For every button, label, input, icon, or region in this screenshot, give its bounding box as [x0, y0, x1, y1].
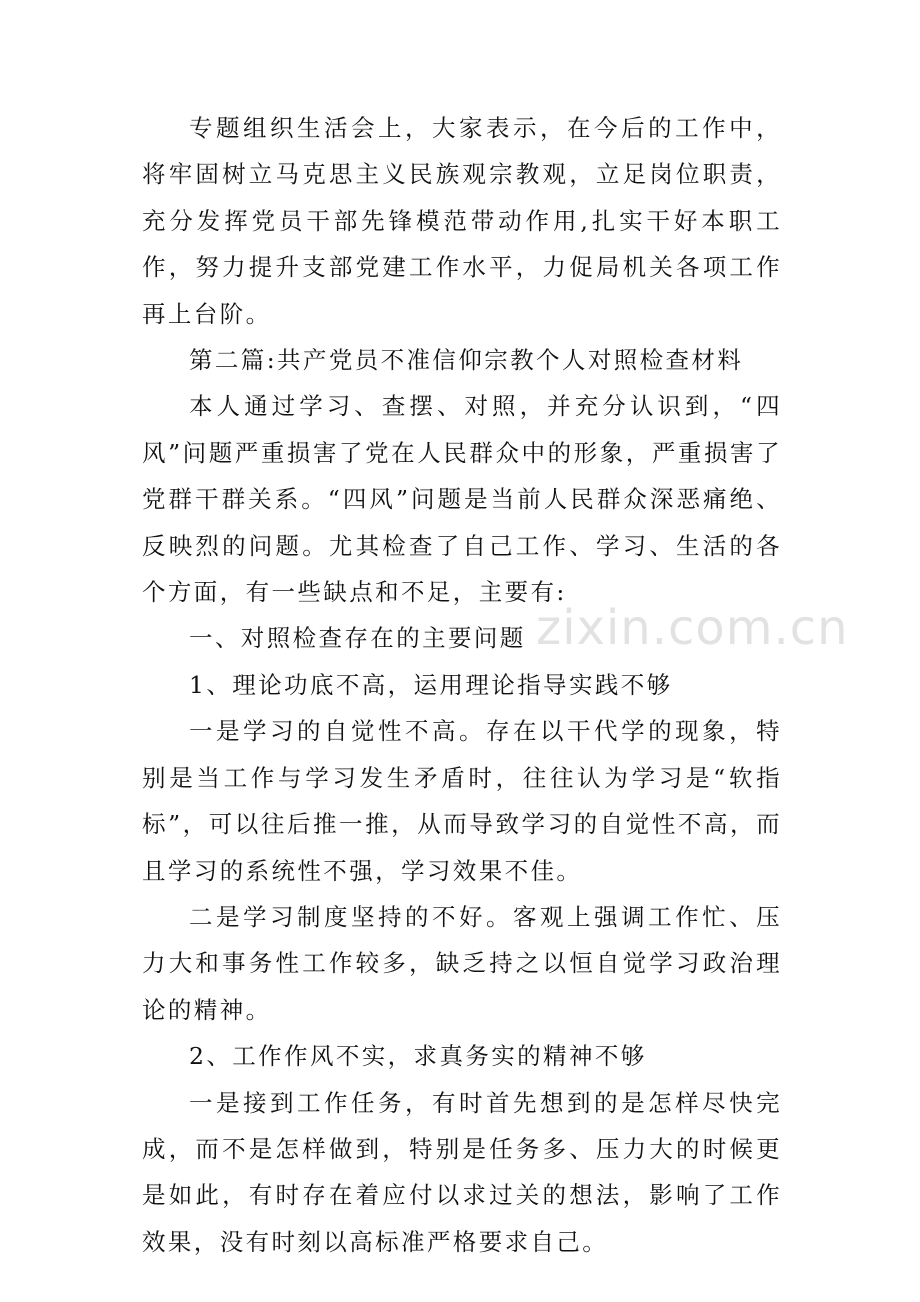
- paragraph-study-system: 二是学习制度坚持的不好。客观上强调工作忙、压力大和事务性工作较多，缺乏持之以恒自觉学习政治理论的精神。: [142, 902, 782, 1024]
- heading-main-problems: 一、对照检查存在的主要问题: [189, 624, 526, 653]
- document-body: [142, 105, 782, 1265]
- paragraph-introduction: 本人通过学习、查摆、对照，并充分认识到，“四风”问题严重损害了党在人民群众中的形象，严重损害了党群干群关系。“四风”问题是当前人民群众深恶痛绝、反映烈的问题。尤其检查了自己工作、学习、生活的各个方面，有一些缺点和不足，主要有:: [142, 392, 782, 607]
- watermark-logo: zixin.com.cn: [536, 600, 849, 656]
- section-title: 第二篇:共产党员不准信仰宗教个人对照检查材料: [189, 346, 744, 375]
- paragraph-closing-summary: 专题组织生活会上，大家表示，在今后的工作中，将牢固树立马克思主义民族观宗教观，立足岗位职责，充分发挥党员干部先锋模范带动作用,扎实干好本职工作，努力提升支部党建工作水平，力促局机关各项工作再上台阶。: [142, 114, 782, 328]
- subheading-theory: 1、理论功底不高，运用理论指导实践不够: [189, 670, 673, 699]
- paragraph-study-consciousness: 一是学习的自觉性不高。存在以干代学的现象，特别是当工作与学习发生矛盾时，往往认为学习是“软指标”，可以往后推一推，从而导致学习的自觉性不高，而且学习的系统性不强，学习效果不佳。: [142, 717, 782, 885]
- subheading-work-style: 2、工作作风不实，求真务实的精神不够: [189, 1042, 647, 1071]
- paragraph-work-tasks: 一是接到工作任务，有时首先想到的是怎样尽快完成，而不是怎样做到，特别是任务多、压力大的时候更是如此，有时存在着应付以求过关的想法，影响了工作效果，没有时刻以高标准严格要求自己。: [142, 1088, 782, 1256]
